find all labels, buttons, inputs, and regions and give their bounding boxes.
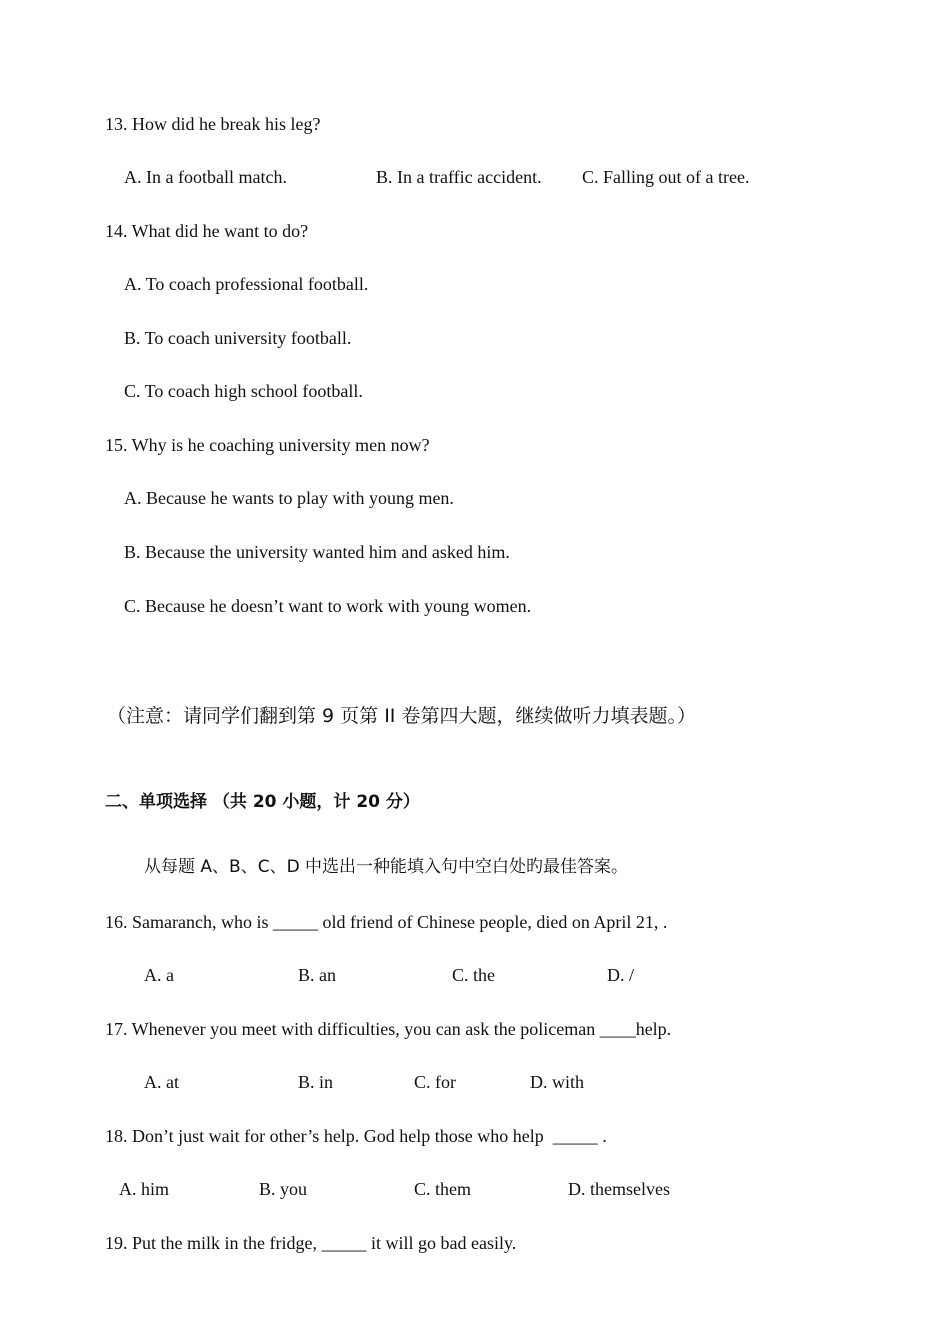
question-14-option-c: C. To coach high school football. — [124, 381, 363, 401]
question-19-stem: 19. Put the milk in the fridge, _____ it will go bad easily. — [105, 1233, 517, 1253]
question-13-option-c: C. Falling out of a tree. — [582, 167, 750, 187]
question-13-stem: 13. How did he break his leg? — [105, 114, 321, 134]
question-17-option-b: B. in — [298, 1072, 334, 1092]
question-15-option-a: A. Because he wants to play with young men. — [124, 488, 454, 508]
section-title: 二、单项选择 （共 20 小题，计 20 分） — [105, 792, 420, 812]
question-13-option-b: B. In a traffic accident. — [376, 167, 542, 187]
question-16-option-d: D. / — [607, 965, 634, 985]
question-18-stem: 18. Don’t just wait for other’s help. God help those who help _____ . — [105, 1126, 607, 1146]
question-15-option-c: C. Because he doesn’t want to work with young women. — [124, 596, 532, 616]
question-18-option-c: C. them — [414, 1179, 471, 1199]
note-text: （注意：请同学们翻到第 9 页第 II 卷第四大题，继续做听力填表题。） — [107, 705, 696, 727]
section-instruction: 从每题 A、B、C、D 中选出一种能填入句中空白处旳最佳答案。 — [144, 857, 629, 877]
question-18-option-a: A. him — [119, 1179, 170, 1199]
question-17-option-a: A. at — [144, 1072, 179, 1092]
question-14-option-b: B. To coach university football. — [124, 328, 352, 348]
question-17-option-c: C. for — [414, 1072, 456, 1092]
question-14-option-a: A. To coach professional football. — [124, 274, 369, 294]
question-15-stem: 15. Why is he coaching university men now? — [105, 435, 430, 455]
question-15-option-b: B. Because the university wanted him and asked him. — [124, 542, 510, 562]
question-18-option-b: B. you — [259, 1179, 308, 1199]
question-18-option-d: D. themselves — [568, 1179, 670, 1199]
question-16-stem: 16. Samaranch, who is _____ old friend of Chinese people, died on April 21, . — [105, 912, 668, 932]
question-13-option-a: A. In a football match. — [124, 167, 287, 187]
question-14-stem: 14. What did he want to do? — [105, 221, 309, 241]
question-17-stem: 17. Whenever you meet with difficulties, you can ask the policeman ____help. — [105, 1019, 672, 1039]
question-16-option-a: A. a — [144, 965, 174, 985]
question-17-option-d: D. with — [530, 1072, 584, 1092]
question-16-option-c: C. the — [452, 965, 495, 985]
question-16-option-b: B. an — [298, 965, 336, 985]
